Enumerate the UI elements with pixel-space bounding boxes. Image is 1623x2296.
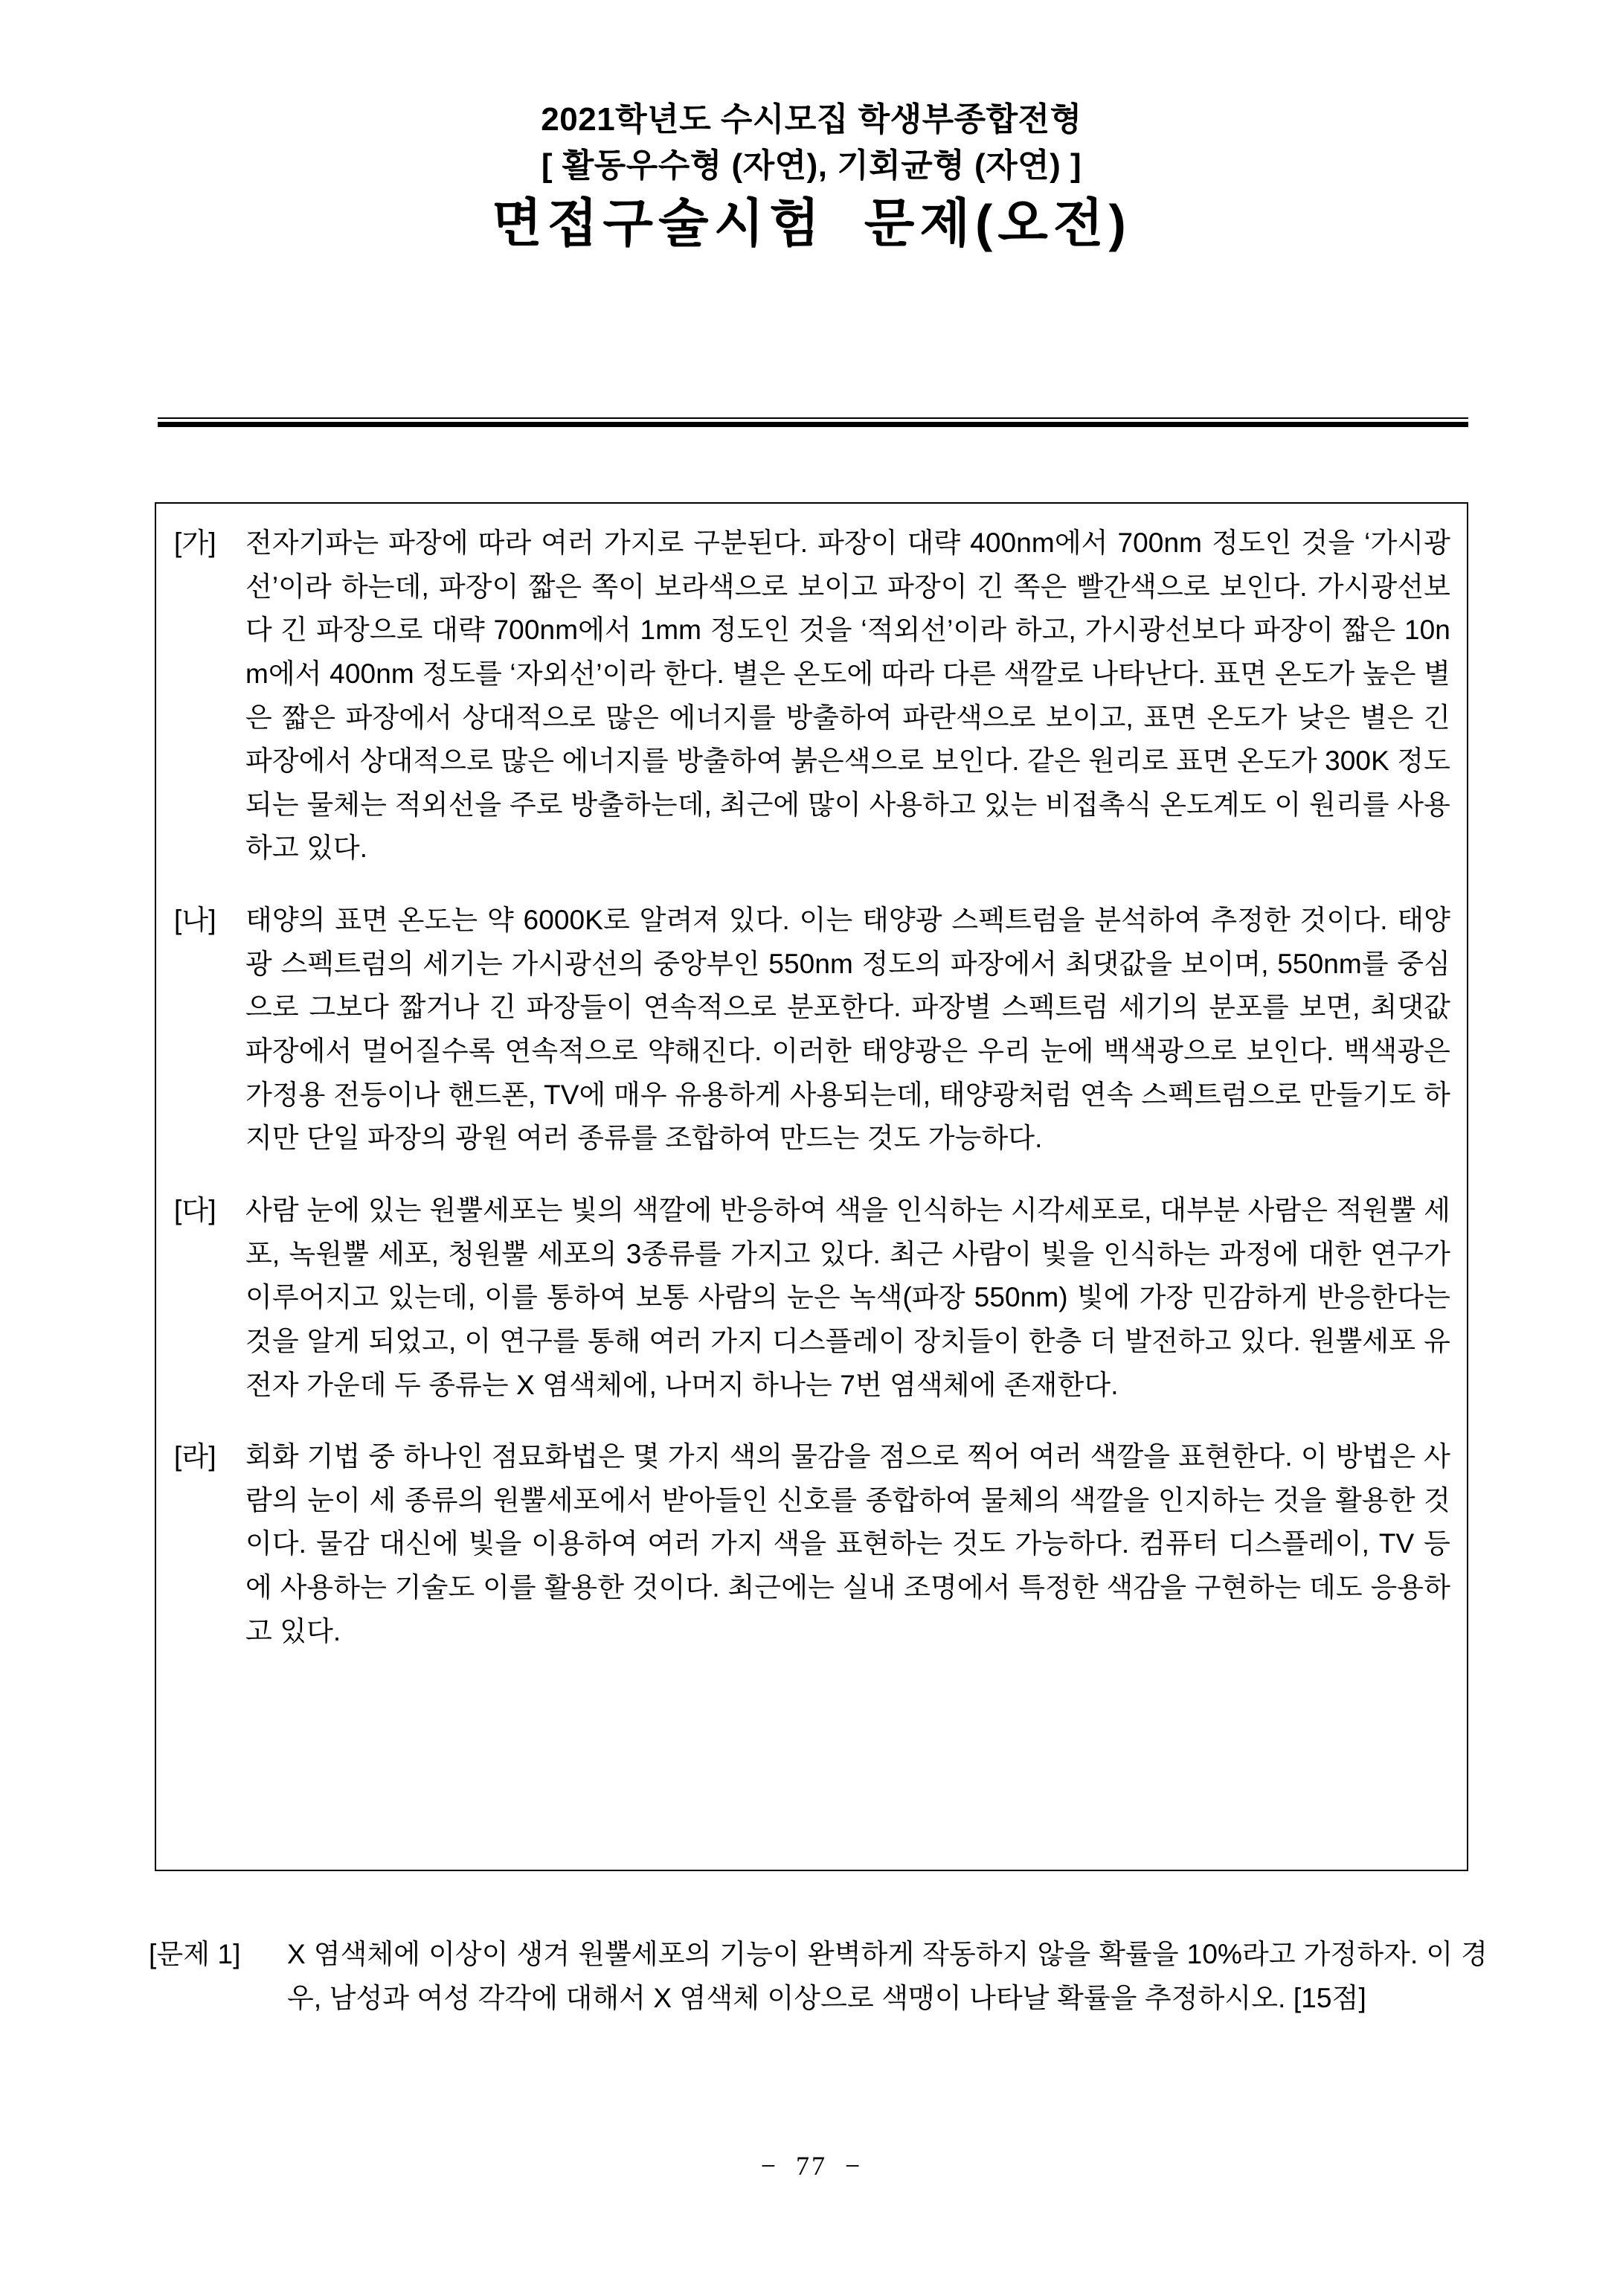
header-divider-rule [158,417,1468,427]
passage-da [174,1189,1450,1407]
passage-label-ra: [라] [174,1441,216,1472]
page-title: 면접구술시험 문제(오전) [492,194,1131,253]
passage-text-na: 태양의 표면 온도는 약 6000K로 알려져 있다. 이는 태양광 스펙트럼을 분석하여 추정한 것이다. 태양광 스펙트럼의 세기는 가시광선의 중앙부인 550nm 정도의 파장에서 최댓값을 보이며, 550nm를 중심으로 그보다 짧거나 긴 파장들이 연속적으로 분포한다. 파장별 스펙트럼 세기의 분포를 보면, 최댓값 파장에서 멀어질수록 연속적으로 약해진다. 이러한 태양광은 우리 눈에 백색광으로 보인다. 백색광은 가정용 전등이나 핸드폰, TV에 매우 유용하게 사용되는데, 태양광처럼 연속 스펙트럼으로 만들기도 하지만 단일 파장의 광원 여러 종류를 조합하여 만드는 것도 가능하다. [245,905,1450,1154]
question-label: [문제 1] [149,1939,241,1969]
passage-ra [174,1435,1450,1653]
admission-type-line: [ 활동우수형 (자연), 기회균형 (자연) ] [541,147,1082,185]
passage-text-ra: 회화 기법 중 하나인 점묘화법은 몇 가지 색의 물감을 점으로 찍어 여러 색깔을 표현한다. 이 방법은 사람의 눈이 세 종류의 원뿔세포에서 받아들인 신호를 종합하여 물체의 색깔을 인지하는 것을 활용한 것이다. 물감 대신에 빛을 이용하여 여러 가지 색을 표현하는 것도 가능하다. 컴퓨터 디스플레이, TV 등에 사용하는 기술도 이를 활용한 것이다. 최근에는 실내 조명에서 특정한 색감을 구현하는 데도 응용하고 있다. [245,1441,1450,1646]
passage-label-da: [다] [174,1194,216,1225]
page-number-footer: − 77 − [760,2151,863,2181]
admission-year-line: 2021학년도 수시모집 학생부종합전형 [541,101,1082,138]
question-text: X 염색체에 이상이 생겨 원뿔세포의 기능이 완벽하게 작동하지 않을 확률을 10%라고 가정하자. 이 경우, 남성과 여성 각각에 대해서 X 염색체 이상으로 색맹이 나타날 확률을 추정하시오. [15점] [287,1939,1488,2013]
passage-box [155,502,1468,1871]
passage-na [174,899,1450,1161]
passage-text-da: 사람 눈에 있는 원뿔세포는 빛의 색깔에 반응하여 색을 인식하는 시각세포로, 대부분 사람은 적원뿔 세포, 녹원뿔 세포, 청원뿔 세포의 3종류를 가지고 있다. 최근 사람이 빛을 인식하는 과정에 대한 연구가 이루어지고 있는데, 이를 통하여 보통 사람의 눈은 녹색(파장 550nm) 빛에 가장 민감하게 반응한다는 것을 알게 되었고, 이 연구를 통해 여러 가지 디스플레이 장치들이 한층 더 발전하고 있다. 원뿔세포 유전자 가운데 두 종류는 X 염색체에, 나머지 하나는 7번 염색체에 존재한다. [245,1194,1450,1400]
passage-text-ga: 전자기파는 파장에 따라 여러 가지로 구분된다. 파장이 대략 400nm에서 700nm 정도인 것을 ‘가시광선’이라 하는데, 파장이 짧은 쪽이 보라색으로 보이고 파장이 긴 쪽은 빨간색으로 보인다. 가시광선보다 긴 파장으로 대략 700nm에서 1mm 정도인 것을 ‘적외선’이라 하고, 가시광선보다 파장이 짧은 10nm에서 400nm 정도를 ‘자외선’이라 한다. 별은 온도에 따라 다른 색깔로 나타난다. 표면 온도가 높은 별은 짧은 파장에서 상대적으로 많은 에너지를 방출하여 파란색으로 보이고, 표면 온도가 낮은 별은 긴 파장에서 상대적으로 많은 에너지를 방출하여 붉은색으로 보인다. 같은 원리로 표면 온도가 300K 정도 되는 물체는 적외선을 주로 방출하는데, 최근에 많이 사용하고 있는 비접촉식 온도계도 이 원리를 사용하고 있다. [245,527,1450,864]
passage-label-ga: [가] [174,527,216,558]
page-header [0,98,1623,256]
question-1 [149,1933,1488,2020]
passage-ga [174,522,1450,870]
divider-thick-line [158,422,1468,427]
passage-label-na: [나] [174,905,216,936]
